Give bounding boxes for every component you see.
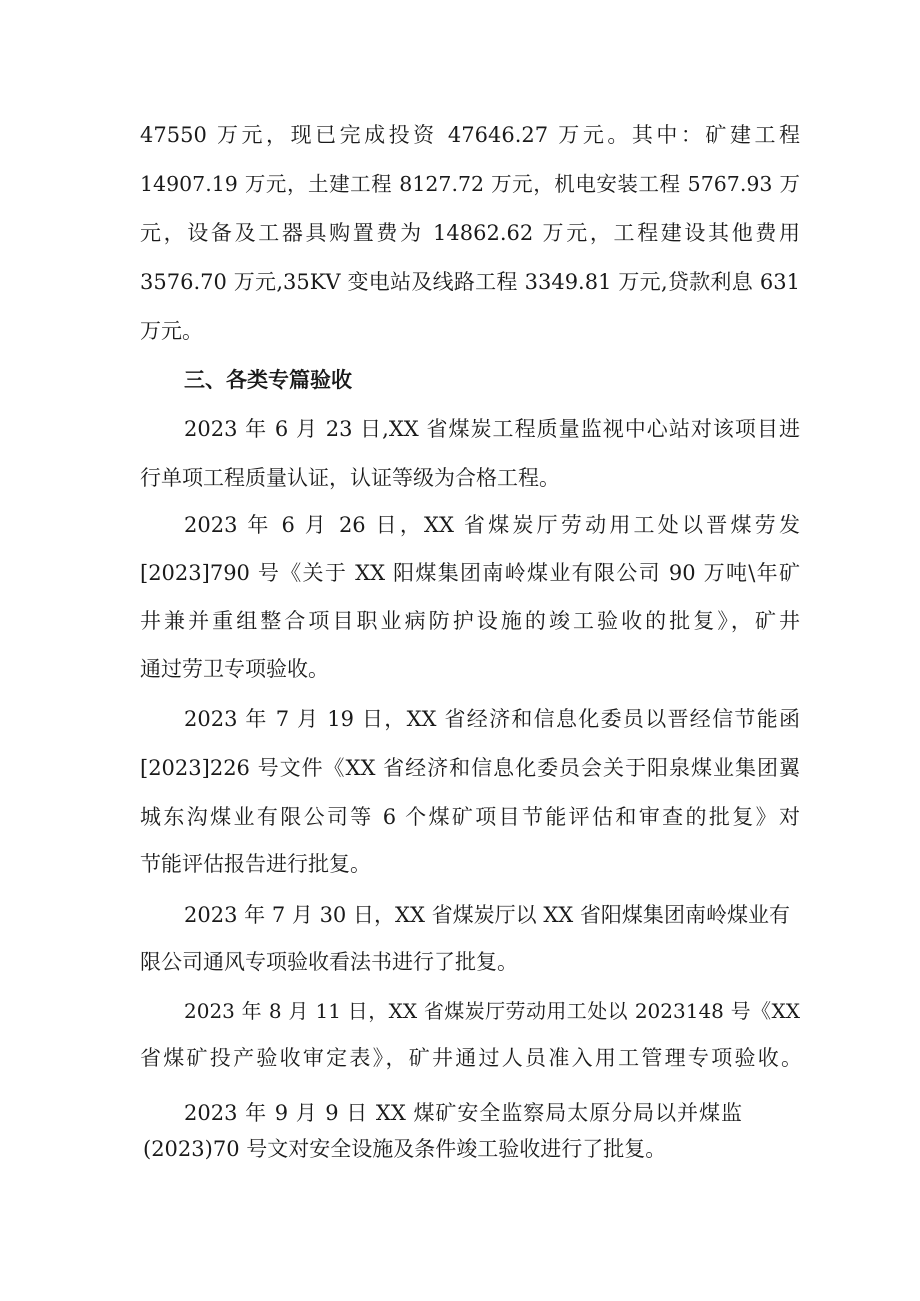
paragraph-3-line-3: 井兼并重组整合项目职业病防护设施的竣工验收的批复》，矿井 xyxy=(140,609,800,633)
paragraph-6-line-2: 省煤矿投产验收审定表》，矿井通过人员准入用工管理专项验收。 xyxy=(140,1046,802,1070)
paragraph-6-line-1: 2023 年 8 月 11 日，XX 省煤炭厅劳动用工处以 2023148 号《XX xyxy=(184,999,800,1023)
paragraph-1-line-3: 元，设备及工器具购置费为 14862.62 万元，工程建设其他费用 xyxy=(140,221,800,245)
paragraph-3-line-2: [2023]790 号《关于 XX 阳煤集团南岭煤业有限公司 90 万吨\年矿 xyxy=(140,561,800,585)
paragraph-4-line-1: 2023 年 7 月 19 日，XX 省经济和信息化委员以晋经信节能函 xyxy=(184,707,800,731)
paragraph-5-line-1: 2023 年 7 月 30 日，XX 省煤炭厅以 XX 省阳煤集团南岭煤业有 xyxy=(184,903,790,927)
paragraph-1-line-4: 3576.70 万元,35KV 变电站及线路工程 3349.81 万元,贷款利息 631 xyxy=(140,270,800,294)
paragraph-1-line-1: 47550 万元，现已完成投资 47646.27 万元。其中：矿建工程 xyxy=(140,123,800,147)
paragraph-4-line-2: [2023]226 号文件《XX 省经济和信息化委员会关于阳泉煤业集团翼 xyxy=(140,756,800,780)
paragraph-1-line-2: 14907.19 万元，土建工程 8127.72 万元，机电安装工程 5767.93 万 xyxy=(140,172,800,196)
paragraph-3-line-1: 2023 年 6 月 26 日，XX 省煤炭厅劳动用工处以晋煤劳发 xyxy=(184,513,800,537)
paragraph-5-line-2: 限公司通风专项验收看法书进行了批复。 xyxy=(140,950,518,974)
paragraph-2-line-2: 行单项工程质量认证，认证等级为合格工程。 xyxy=(140,466,560,490)
paragraph-7-line-1: 2023 年 9 月 9 日 XX 煤矿安全监察局太原分局以并煤监 xyxy=(184,1101,742,1125)
paragraph-3-line-4: 通过劳卫专项验收。 xyxy=(140,657,329,681)
paragraph-1-line-5: 万元。 xyxy=(140,319,203,343)
paragraph-2-line-1: 2023 年 6 月 23 日,XX 省煤炭工程质量监视中心站对该项目进 xyxy=(184,417,800,441)
paragraph-4-line-3: 城东沟煤业有限公司等 6 个煤矿项目节能评估和审查的批复》对 xyxy=(140,805,800,829)
paragraph-4-line-4: 节能评估报告进行批复。 xyxy=(140,852,371,876)
paragraph-7-line-2: (2023)70 号文对安全设施及条件竣工验收进行了批复。 xyxy=(143,1137,667,1161)
section-heading: 三、各类专篇验收 xyxy=(184,368,352,392)
